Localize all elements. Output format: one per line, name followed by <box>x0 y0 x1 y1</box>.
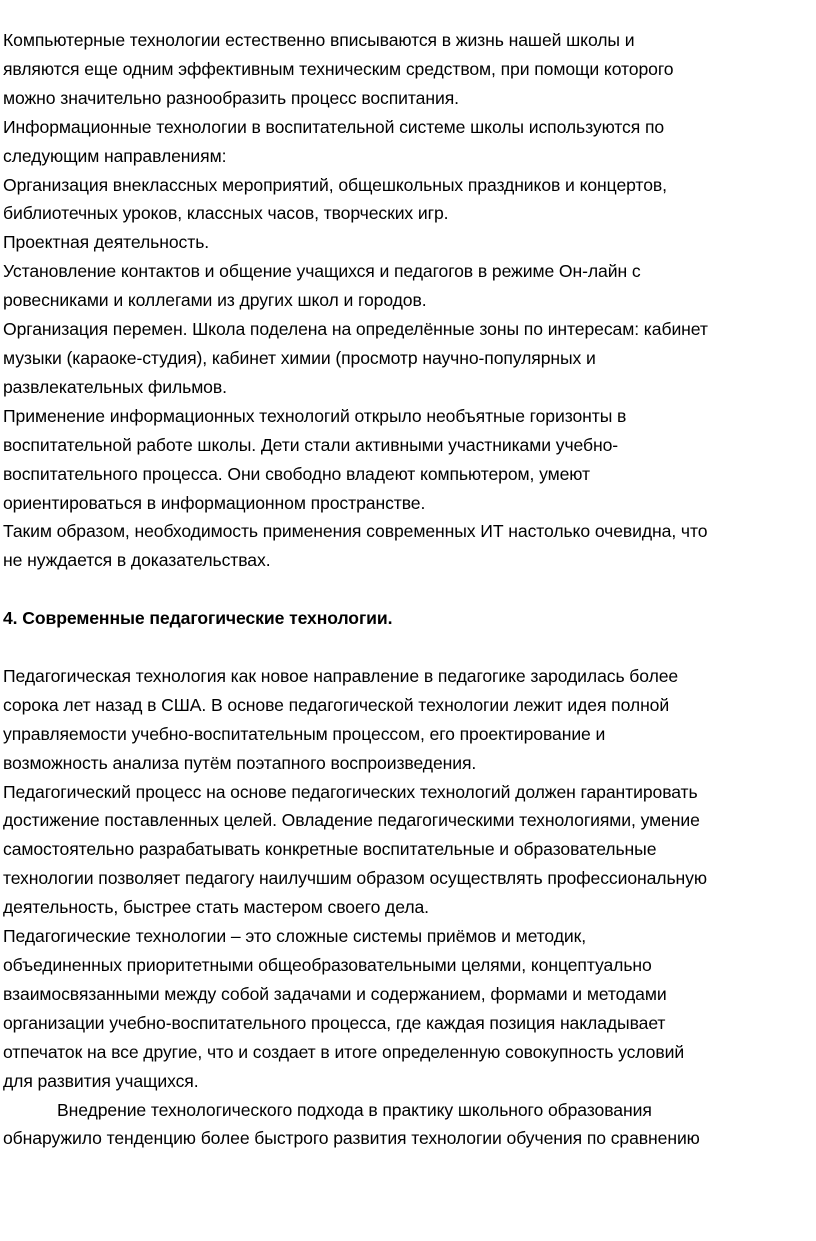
paragraph-intro-3: Организация внеклассных мероприятий, общешкольных праздников и концертов, библиотечных уроков, классных часов, творческих игр. <box>3 174 667 224</box>
paragraph-section-2: Педагогический процесс на основе педагогических технологий должен гарантировать достижение поставленных целей. Овладение педагогическими технологиями, умение самостоятельно разрабатывать конкретные воспитательные и образовательные технологии позволяет педагогу наилучшим образом осуществлять профессиональную деятельность, быстрее стать мастером своего дела. <box>3 781 707 918</box>
paragraph-intro-4: Проектная деятельность. <box>3 232 210 253</box>
paragraph-intro-5: Установление контактов и общение учащихся и педагогов в режиме Он-лайн с ровесниками и коллегами из других школ и городов. <box>3 261 641 311</box>
paragraph-intro-8: Таким образом, необходимость применения современных ИТ настолько очевидна, что не нуждается в доказательствах. <box>3 521 708 571</box>
blank-line <box>3 633 816 662</box>
blank-line <box>3 575 816 604</box>
paragraph-final: Внедрение технологического подхода в практику школьного образования обнаружило тенденцию более быстрого развития технологии обучения по сравнению <box>3 1099 700 1149</box>
paragraph-intro-7: Применение информационных технологий открыло необъятные горизонты в воспитательной работе школы. Дети стали активными участниками учебно- воспитательного процесса. Они свободно владеют компьютером, умеют ориентироваться в информационном пространстве. <box>3 405 627 513</box>
section-heading: 4. Современные педагогические технологии. <box>3 608 393 629</box>
paragraph-intro-2: Информационные технологии в воспитательной системе школы используются по следующим направлениям: <box>3 116 665 166</box>
paragraph-intro-1: Компьютерные технологии естественно вписываются в жизнь нашей школы и являются еще одним эффективным техническим средством, при помощи которого можно значительно разнообразить процесс воспитания. <box>3 30 674 108</box>
paragraph-section-1: Педагогическая технология как новое направление в педагогике зародилась более сорока лет назад в США. В основе педагогической технологии лежит идея полной управляемости учебно-воспитательным процессом, его проектирование и возможность анализа путём поэтапного воспроизведения. <box>3 665 679 773</box>
paragraph-section-3: Педагогические технологии – это сложные системы приёмов и методик, объединенных приоритетными общеобразовательными целями, концептуально взаимосвязанными между собой задачами и содержанием, формами и методами организации учебно-воспитательного процесса, где каждая позиция накладывает отпечаток на все другие, что и создает в итоге определенную совокупность условий для развития учащихся. <box>3 926 685 1091</box>
paragraph-intro-6: Организация перемен. Школа поделена на определённые зоны по интересам: кабинет музыки (караоке-студия), кабинет химии (просмотр научно-популярных и развлекательных фильмов. <box>3 319 708 397</box>
document-page <box>3 26 816 1153</box>
